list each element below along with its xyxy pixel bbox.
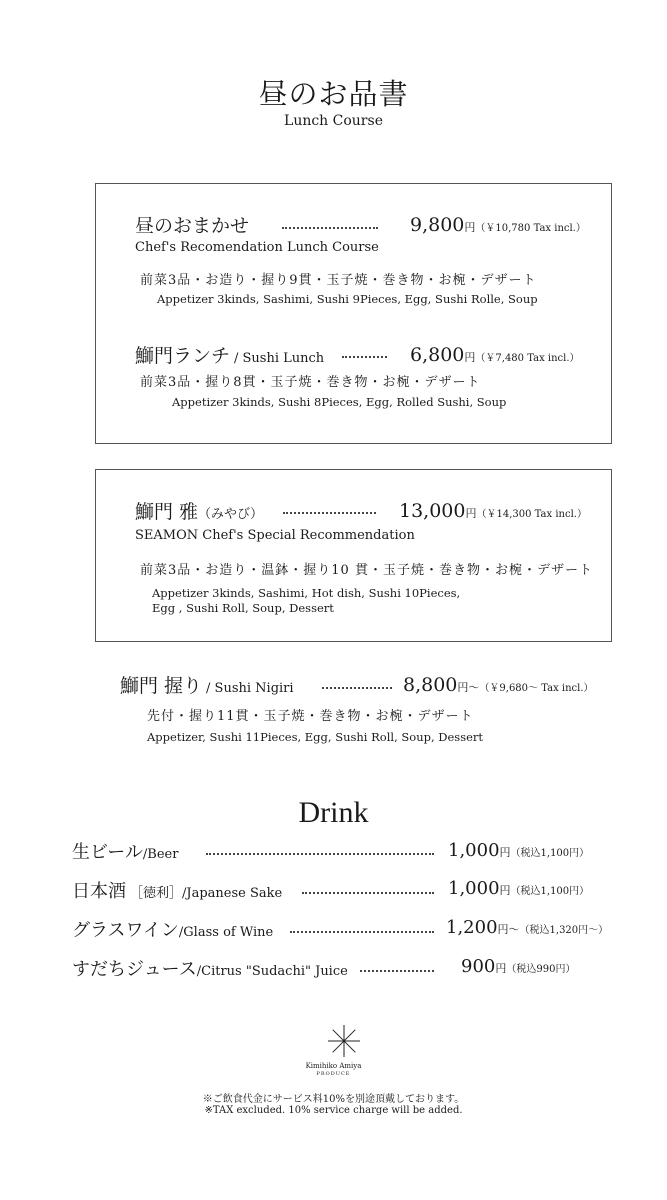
drink-wine-leader bbox=[290, 931, 434, 933]
drink-wine-name: グラスワイン bbox=[72, 920, 179, 941]
footer-note-jp: ※ご飲食代金にサービス料10%を別途頂戴しております。 bbox=[202, 1094, 465, 1105]
course4-desc-en: Appetizer, Sushi 11Pieces, Egg, Sushi Roll, Soup, Dessert bbox=[147, 730, 484, 744]
drink-sake-leader bbox=[302, 892, 434, 894]
course4-price-group bbox=[403, 674, 594, 696]
drink-sake-name-en: /Japanese Sake bbox=[182, 886, 283, 901]
drink-beer-yen: 円 bbox=[499, 846, 511, 859]
drink-wine-price: 1,200 bbox=[446, 917, 498, 938]
course2-tax: （￥7,480 Tax incl.） bbox=[475, 353, 580, 364]
course3-price-group bbox=[399, 500, 587, 522]
course4-name-jp: 鰤門 握り bbox=[120, 675, 203, 697]
course3-leader bbox=[283, 512, 376, 514]
drink-sake-price-group bbox=[448, 878, 589, 899]
course3-desc-jp: 前菜3品・お造り・温鉢・握り10 貫・玉子焼・巻き物・お椀・デザート bbox=[140, 563, 593, 578]
course1-subtitle: Chef's Recomendation Lunch Course bbox=[135, 240, 379, 255]
course3-desc-en-1: Appetizer 3kinds, Sashimi, Hot dish, Sushi 10Pieces, bbox=[152, 586, 461, 600]
course2-name bbox=[135, 341, 324, 368]
course3-name-jp: 鰤門 雅 bbox=[135, 501, 199, 523]
brand-name: Kimihiko Amiya bbox=[305, 1062, 362, 1070]
brand-produce: PRODUCE bbox=[316, 1071, 351, 1077]
drink-sake-yen: 円 bbox=[499, 884, 511, 897]
drink-wine-yen: 円～ bbox=[497, 923, 520, 936]
drink-item-sake bbox=[72, 877, 282, 903]
course3-subtitle: SEAMON Chef's Special Recommendation bbox=[135, 528, 415, 543]
footer-note-en: ※TAX excluded. 10% service charge will be added. bbox=[204, 1105, 463, 1116]
course1-price: 9,800 bbox=[410, 214, 465, 236]
drink-beer-price-group bbox=[448, 840, 589, 861]
drink-sake-tax: （税込1,100円） bbox=[510, 886, 590, 897]
drink-juice-yen: 円 bbox=[495, 962, 507, 975]
drink-juice-price: 900 bbox=[461, 956, 496, 977]
drink-item-wine bbox=[72, 916, 273, 942]
course2-name-en: / Sushi Lunch bbox=[234, 351, 325, 366]
drink-juice-tax: （税込990円） bbox=[506, 964, 576, 975]
course4-leader bbox=[322, 687, 392, 689]
drink-wine-name-en: /Glass of Wine bbox=[178, 925, 274, 940]
drink-juice-name: すだちジュース bbox=[72, 959, 197, 980]
course4-name bbox=[120, 671, 294, 698]
page-subtitle: Lunch Course bbox=[284, 113, 383, 129]
drink-beer-name: 生ビール bbox=[72, 842, 143, 863]
drink-sake-note: ［徳利］ bbox=[130, 886, 183, 901]
course1-tax: （￥10,780 Tax incl.） bbox=[475, 223, 586, 234]
course3-desc-en-2: Egg , Sushi Roll, Soup, Dessert bbox=[152, 601, 334, 615]
drink-sake-price: 1,000 bbox=[448, 878, 500, 899]
course1-name: 昼のおまかせ bbox=[135, 215, 250, 237]
course3-name-kana: （みやび） bbox=[198, 507, 264, 522]
course3-name bbox=[135, 497, 263, 524]
course4-name-en: / Sushi Nigiri bbox=[206, 681, 294, 696]
course2-desc-en: Appetizer 3kinds, Sushi 8Pieces, Egg, Rolled Sushi, Soup bbox=[172, 395, 507, 409]
drink-juice-leader bbox=[360, 970, 434, 972]
page-title: 昼のお品書 bbox=[258, 77, 409, 111]
course4-price: 8,800 bbox=[403, 674, 458, 696]
drink-beer-price: 1,000 bbox=[448, 840, 500, 861]
course2-price: 6,800 bbox=[410, 344, 465, 366]
drink-juice-name-en: /Citrus "Sudachi" Juice bbox=[196, 964, 348, 979]
course1-yen: 円 bbox=[464, 221, 476, 234]
drink-item-beer bbox=[72, 838, 178, 864]
course1-desc-jp: 前菜3品・お造り・握り9貫・玉子焼・巻き物・お椀・デザート bbox=[140, 273, 537, 288]
course2-price-group bbox=[410, 344, 580, 366]
course1-desc-en: Appetizer 3kinds, Sashimi, Sushi 9Pieces, Egg, Sushi Rolle, Soup bbox=[157, 292, 538, 306]
special-course-box bbox=[95, 469, 612, 642]
course2-leader bbox=[342, 356, 387, 358]
course4-desc-jp: 先付・握り11貫・玉子焼・巻き物・お椀・デザート bbox=[147, 709, 474, 724]
course2-yen: 円 bbox=[464, 351, 476, 364]
course3-tax: （￥14,300 Tax incl.） bbox=[476, 509, 587, 520]
drink-item-juice bbox=[72, 955, 348, 981]
drink-juice-price-group bbox=[461, 956, 575, 977]
course3-price: 13,000 bbox=[399, 500, 466, 522]
course4-tax: （￥9,680～ Tax incl.） bbox=[479, 683, 594, 694]
course2-desc-jp: 前菜3品・握り8貫・玉子焼・巻き物・お椀・デザート bbox=[140, 375, 481, 390]
drink-wine-tax: （税込1,320円～） bbox=[519, 925, 609, 936]
drink-sake-name: 日本酒 bbox=[72, 881, 126, 902]
course3-yen: 円 bbox=[465, 507, 477, 520]
drink-title: Drink bbox=[298, 796, 369, 829]
course4-yen: 円～ bbox=[457, 681, 480, 694]
course1-price-group bbox=[410, 214, 586, 236]
asterisk-burst-icon bbox=[327, 1024, 361, 1058]
drink-wine-price-group bbox=[446, 917, 608, 938]
drink-beer-leader bbox=[206, 853, 434, 855]
drink-beer-name-en: /Beer bbox=[142, 847, 179, 862]
course1-leader bbox=[282, 227, 378, 229]
course2-name-jp: 鰤門ランチ bbox=[135, 345, 231, 367]
drink-beer-tax: （税込1,100円） bbox=[510, 848, 590, 859]
